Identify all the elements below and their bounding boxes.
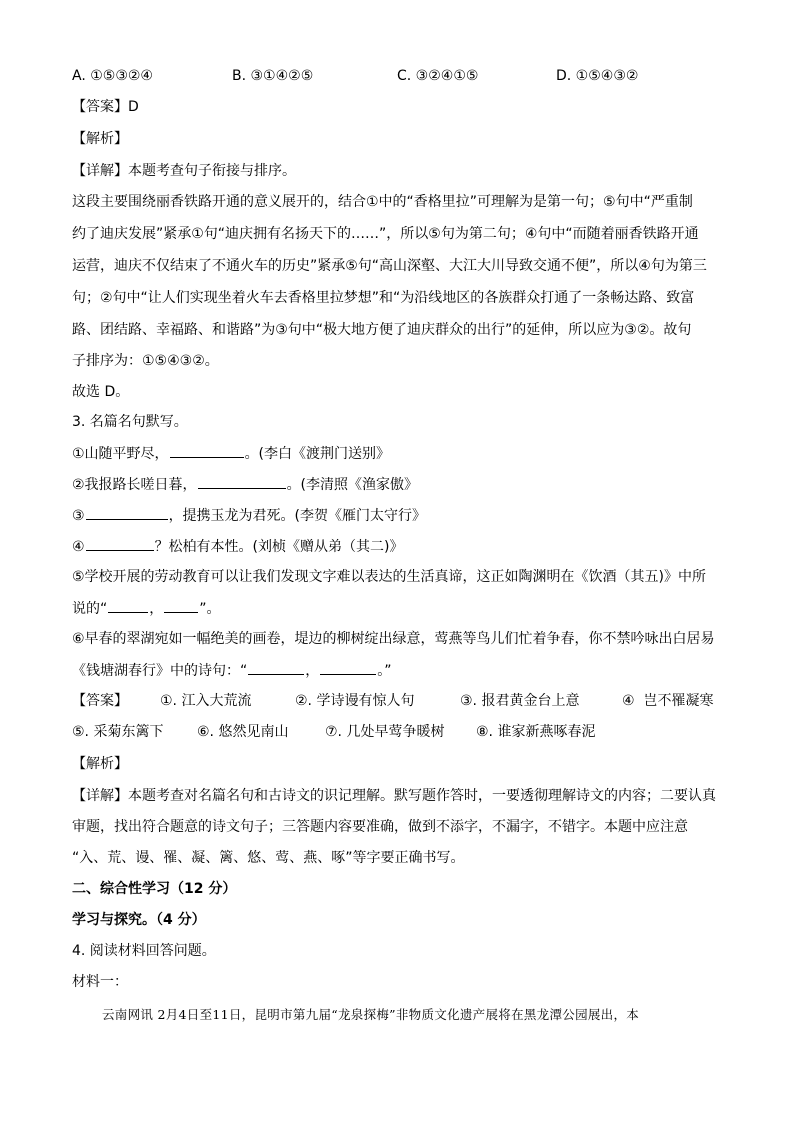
q3-answer-3: ③. 报君黄金台上意 [460, 693, 580, 709]
q3-answer-8: ⑧. 谁家新燕啄春泥 [476, 724, 596, 740]
q3-item-6-line2: 《钱塘湖春行》中的诗句：“ ， 。” [72, 660, 392, 681]
answer-blank[interactable] [108, 598, 148, 613]
q3-answer-7: ⑦. 几处早莺争暖树 [325, 724, 445, 740]
q3-detail-line: 审题，找出符合题意的诗文句子；三答题内容要准确，做到不添字，不漏字，不错字。本题中应注意 [72, 819, 688, 835]
option-a: A. ①⑤③②④ [72, 68, 153, 84]
q3-item-5-line2: 说的“ ， ”。 [72, 598, 221, 619]
q2-detail-line: 子排序为：①⑤④③②。 [72, 353, 219, 369]
answer-blank[interactable] [198, 474, 286, 489]
answer-blank[interactable] [86, 536, 154, 551]
answer-blank[interactable] [86, 505, 168, 520]
answer-blank[interactable] [164, 598, 198, 613]
q3-title: 3. 名篇名句默写。 [72, 414, 188, 430]
q3-answer-1: ①. 江入大荒流 [160, 693, 252, 709]
q2-conclusion: 故选 D。 [72, 384, 130, 400]
q3-answer-5: ⑤. 采菊东篱下 [72, 724, 164, 740]
q2-detail-line: 路、团结路、幸福路、和谐路”为③句中“极大地方便了迪庆群众的出行”的延伸，所以应为③②。故句 [72, 322, 692, 338]
q3-item-6-line1: ⑥早春的翠湖宛如一幅绝美的画卷，堤边的柳树绽出绿意，莺燕等鸟儿们忙着争春，你不禁吟咏出白居易 [72, 631, 715, 647]
q3-item-3: ③ ，提携玉龙为君死。(李贺《雁门太守行》 [72, 505, 426, 526]
q2-analysis-label: 【解析】 [72, 131, 128, 147]
option-d: D. ①⑤④③② [556, 68, 639, 84]
q2-detail-line: 这段主要围绕丽香铁路开通的意义展开的，结合①中的“香格里拉”可理解为是第一句；⑤句中“严重制 [72, 194, 693, 210]
q3-item-2: ②我报路长嗟日暮， 。(李清照《渔家傲》 [72, 474, 418, 495]
q3-answer-6: ⑥. 悠然见南山 [197, 724, 289, 740]
q3-detail-line: “入、荒、谩、罹、凝、篱、悠、莺、燕、啄”等字要正确书写。 [72, 850, 465, 866]
detail-label: 【详解】 [72, 163, 128, 179]
option-b: B. ③①④②⑤ [232, 68, 314, 84]
q3-item-1: ①山随平野尽， 。(李白《渡荆门送别》 [72, 443, 390, 464]
q3-item-5-line1: ⑤学校开展的劳动教育可以让我们发现文字难以表达的生活真谛，这正如陶渊明在《饮酒（其五)》中所 [72, 569, 707, 585]
q2-answer [72, 97, 139, 117]
section-title: 二、综合性学习（12 分） [72, 881, 237, 897]
q3-item-4: ④ ？松柏有本性。(刘桢《赠从弟（其二)》 [72, 536, 404, 557]
q2-detail-line: 约了迪庆发展”紧承①句“迪庆拥有名扬天下的……”，所以⑤句为第二句；④句中“而随着丽香铁路开通 [72, 226, 699, 242]
q3-answer-label: 【答案】 [72, 693, 128, 709]
q3-answer-2: ②. 学诗谩有惊人句 [295, 693, 415, 709]
answer-blank[interactable] [320, 660, 376, 675]
q3-analysis-label: 【解析】 [72, 756, 128, 772]
section-subtitle: 学习与探究。（4 分） [72, 912, 206, 928]
q2-detail-line: 【详解】本题考查句子衔接与排序。 [72, 163, 296, 179]
option-c: C. ③②④①⑤ [397, 68, 479, 84]
answer-blank[interactable] [170, 443, 244, 458]
answer-blank[interactable] [248, 660, 304, 675]
material-label: 材料一： [72, 974, 128, 990]
q2-detail-line: 句；②句中“让人们实现坐着火车去香格里拉梦想”和“为沿线地区的各族群众打通了一条畅达路、致富 [72, 290, 695, 306]
answer-label: 【答案】 [72, 99, 128, 115]
answer-value: D [128, 99, 139, 115]
q3-answer-4: ④ 岂不罹凝寒 [622, 693, 714, 709]
q4-title: 4. 阅读材料回答问题。 [72, 943, 216, 959]
q2-detail-line: 运营，迪庆不仅结束了不通火车的历史”紧承⑤句“高山深壑、大江大川导致交通不便”，所以④句为第三 [72, 258, 707, 274]
q3-detail-line: 【详解】本题考查对名篇名句和古诗文的识记理解。默写题作答时，一要透彻理解诗文的内容；二要认真 [72, 788, 716, 804]
detail-label: 【详解】 [72, 788, 128, 804]
material-text: 云南网讯 2月4日至11日，昆明市第九届“龙泉探梅”非物质文化遗产展将在黑龙潭公园展出，本 [102, 1007, 640, 1022]
